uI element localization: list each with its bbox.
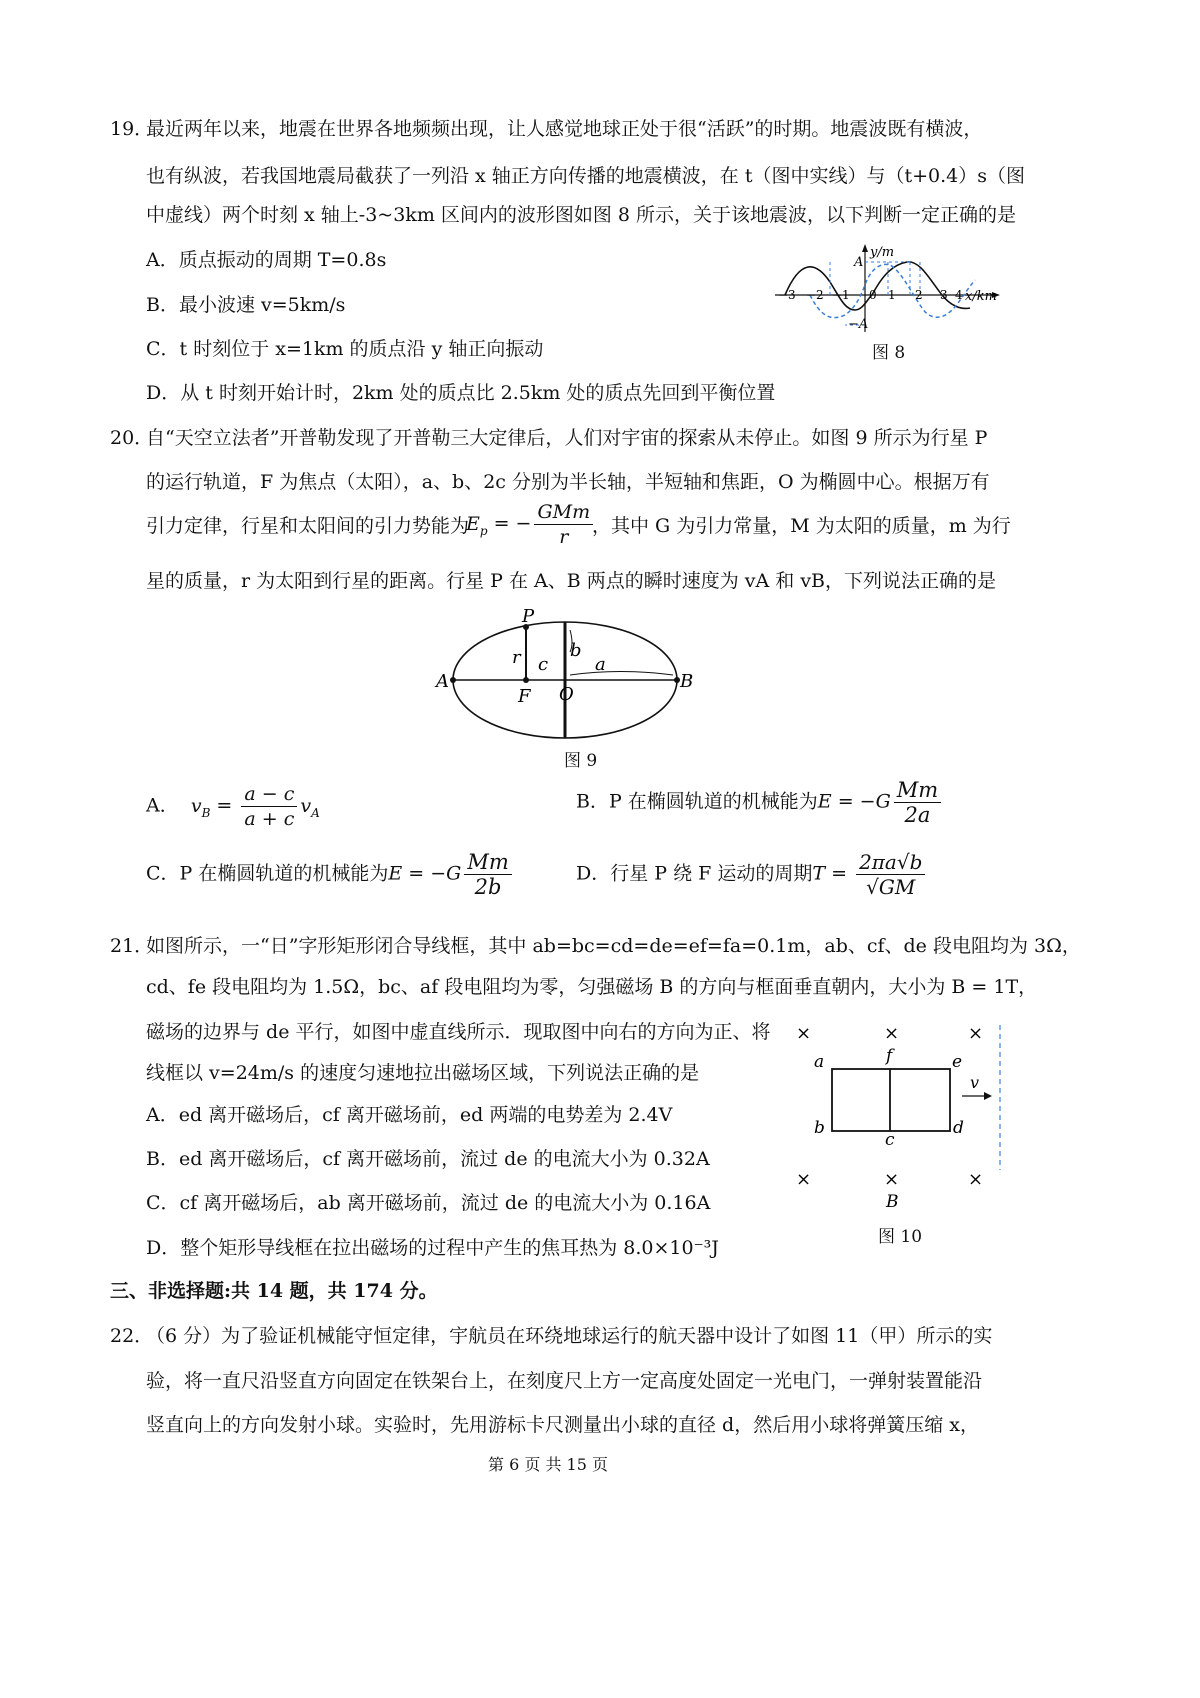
q19-text-line1: 最近两年以来，地震在世界各地频频出现，让人感觉地球正处于很“活跃”的时期。地震波既有横波， [146, 118, 983, 140]
q19-text-line2: 也有纵波，若我国地震局截获了一列沿 x 轴正方向传播的地震横波，在 t（图中实线）与（t+0.4）s（图 [146, 165, 1025, 187]
q20-text-line1: 自“天空立法者”开普勒发现了开普勒三大定律后，人们对宇宙的探索从未停止。如图 9 所示为行星 P [146, 427, 988, 449]
svg-text:O: O [559, 684, 574, 705]
svg-text:a: a [814, 1052, 825, 1072]
svg-text:a: a [595, 654, 606, 675]
svg-text:v: v [970, 1073, 980, 1092]
svg-text:×: × [796, 1023, 812, 1044]
q20-text-line3-start: 引力定律，行星和太阳间的引力势能为 [146, 515, 470, 537]
svg-text:r: r [512, 647, 521, 668]
figure-8-xlabel: x/km [965, 289, 997, 304]
svg-text:c: c [885, 1130, 895, 1150]
q22-text-line2: 验，将一直尺沿竖直方向固定在铁架台上，在刻度尺上方一定高度处固定一光电门，一弹射装置能沿 [146, 1370, 983, 1392]
svg-text:b: b [814, 1118, 825, 1138]
q19-option-d: D．从 t 时刻开始计时，2km 处的质点比 2.5km 处的质点先回到平衡位置 [146, 382, 776, 404]
q19-option-a: A．质点振动的周期 T=0.8s [146, 249, 387, 271]
svg-text:F: F [518, 686, 531, 707]
figure-8-tick: 4 [955, 288, 963, 302]
q20-option-a: A． $v_B$ = $\frac{a - c}{a + c}$ $v_A$ [146, 783, 320, 830]
q20-ep-numerator: GMm [534, 500, 593, 525]
svg-text:P: P [522, 606, 535, 627]
svg-text:B: B [680, 671, 694, 692]
svg-text:c: c [538, 654, 549, 675]
figure-8-tick: 3 [940, 288, 948, 302]
figure-8-tick: −1 [832, 288, 850, 302]
figure-9-caption: 图 9 [564, 751, 598, 771]
q20-option-c: C．P 在椭圆轨道的机械能为E = −G $\frac{Mm}{2b}$ [146, 850, 515, 899]
q19-option-c: C．t 时刻位于 x=1km 的质点沿 y 轴正向振动 [146, 338, 544, 360]
q20-option-d: D．行星 P 绕 F 运动的周期T = $\frac{2\pi a√b}{√GM}$ [576, 850, 928, 899]
q22-text-line3: 竖直向上的方向发射小球。实验时，先用游标卡尺测量出小球的直径 d，然后用小球将弹簧压缩 x， [146, 1414, 979, 1436]
figure-10-caption: 图 10 [878, 1227, 923, 1247]
figure-8-a-positive: A [854, 255, 864, 270]
q20-ep-denominator: r [559, 526, 569, 548]
figure-8-wave-graph [770, 240, 1040, 335]
figure-8-tick: 0 [869, 288, 877, 302]
figure-8-a-negative: −A [848, 317, 869, 332]
q21-text-line1: 如图所示，一“日”字形矩形闭合导线框，其中 ab=bc=cd=de=ef=fa=0.1m，ab、cf、de 段电阻均为 3Ω， [146, 935, 1081, 957]
figure-10-wire-frame [790, 1015, 1020, 1215]
q21-option-a: A．ed 离开磁场后，cf 离开磁场前，ed 两端的电势差为 2.4V [146, 1104, 673, 1126]
q21-text-line4: 线框以 v=24m/s 的速度匀速地拉出磁场区域，下列说法正确的是 [146, 1062, 700, 1084]
q21-number: 21． [110, 935, 154, 957]
section-title: 三、非选择题:共 14 题，共 174 分。 [110, 1280, 438, 1302]
q21-option-b: B．ed 离开磁场后，cf 离开磁场前，流过 de 的电流大小为 0.32A [146, 1148, 710, 1170]
q20-potential-energy-formula: $E_p$ = − $\frac{\text{GMm}}{r}$ [466, 500, 596, 549]
svg-text:×: × [968, 1169, 984, 1190]
figure-8-ylabel: y/m [870, 245, 895, 260]
svg-text:×: × [796, 1169, 812, 1190]
figure-9-ellipse-orbit [430, 600, 710, 750]
q19-text-line3: 中虚线）两个时刻 x 轴上-3~3km 区间内的波形图如图 8 所示，关于该地震波，以下判断一定正确的是 [146, 204, 1017, 226]
q22-number: 22． [110, 1325, 154, 1347]
q21-text-line3: 磁场的边界与 de 平行，如图中虚直线所示．现取图中向右的方向为正、将 [146, 1021, 771, 1043]
q21-text-line2: cd、fe 段电阻均为 1.5Ω，bc、af 段电阻均为零，匀强磁场 B 的方向与框面垂直朝内，大小为 B = 1T， [146, 976, 1038, 998]
svg-text:B: B [886, 1192, 899, 1212]
q19-option-b: B．最小波速 v=5km/s [146, 294, 346, 316]
q20-text-line4: 星的质量，r 为太阳到行星的距离。行星 P 在 A、B 两点的瞬时速度为 vA 和 vB，下列说法正确的是 [146, 570, 997, 592]
q20-text-line3-end: ，其中 G 为引力常量，M 为太阳的质量，m 为行 [592, 515, 1011, 537]
q21-option-d: D．整个矩形导线框在拉出磁场的过程中产生的焦耳热为 8.0×10⁻³J [146, 1237, 719, 1259]
svg-text:×: × [884, 1169, 900, 1190]
svg-text:×: × [968, 1023, 984, 1044]
svg-text:×: × [884, 1023, 900, 1044]
q22-text-line1: （6 分）为了验证机械能守恒定律，宇航员在环绕地球运行的航天器中设计了如图 11（甲）所示的实 [146, 1325, 993, 1347]
svg-text:f: f [886, 1046, 893, 1066]
figure-8-tick: −3 [778, 288, 796, 302]
figure-8-tick: 2 [915, 288, 923, 302]
q20-number: 20． [110, 427, 154, 449]
figure-8-tick: 1 [888, 288, 896, 302]
page-footer: 第 6 页 共 15 页 [488, 1455, 608, 1474]
svg-text:A: A [436, 671, 449, 692]
figure-8-caption: 图 8 [872, 343, 906, 363]
q20-text-line2: 的运行轨道，F 为焦点（太阳），a、b、2c 分别为半长轴，半短轴和焦距，O 为椭圆中心。根据万有 [146, 471, 990, 493]
svg-text:e: e [952, 1052, 963, 1072]
svg-text:b: b [570, 640, 582, 661]
q20-option-b: B．P 在椭圆轨道的机械能为E = −G $\frac{Mm}{2a}$ [576, 778, 944, 827]
q21-option-c: C．cf 离开磁场后，ab 离开磁场前，流过 de 的电流大小为 0.16A [146, 1192, 711, 1214]
svg-text:d: d [953, 1118, 964, 1138]
q19-number: 19． [110, 118, 154, 140]
figure-8-tick: −2 [806, 288, 824, 302]
